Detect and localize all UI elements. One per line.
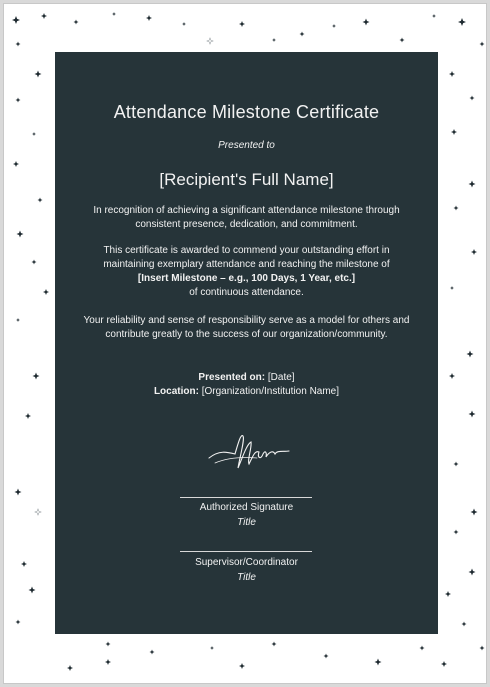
star-icon <box>445 591 451 597</box>
star-icon <box>16 42 21 47</box>
star-icon <box>272 642 277 647</box>
star-icon <box>432 14 436 18</box>
star-icon <box>449 373 455 379</box>
star-icon <box>375 659 382 666</box>
star-icon <box>182 22 186 26</box>
star-icon <box>441 661 447 667</box>
handwritten-signature <box>205 430 295 476</box>
location-value: [Organization/Institution Name] <box>198 386 340 397</box>
star-icon <box>112 12 116 16</box>
star-icon <box>17 231 24 238</box>
star-icon <box>43 289 49 295</box>
star-icon <box>480 646 485 651</box>
star-icon <box>470 96 475 101</box>
star-icon <box>106 642 111 647</box>
star-icon <box>12 16 20 24</box>
star-icon <box>35 509 41 515</box>
star-icon <box>239 21 245 27</box>
star-icon <box>471 509 478 516</box>
signature-role-1: Authorized Signature <box>199 502 294 513</box>
certificate-page <box>3 3 487 684</box>
star-icon <box>420 646 425 651</box>
star-icon <box>15 489 22 496</box>
star-icon <box>454 530 459 535</box>
star-icon <box>35 71 42 78</box>
star-icon <box>146 15 152 21</box>
award-paragraph-tail: of continuous attendance. <box>189 287 304 298</box>
star-icon <box>450 286 454 290</box>
certificate-title: Attendance Milestone Certificate <box>113 102 380 122</box>
signature-title-1: Title <box>237 517 256 528</box>
star-icon <box>21 561 27 567</box>
star-icon <box>32 260 37 265</box>
star-icon <box>38 198 43 203</box>
presented-to-label: Presented to <box>218 140 275 151</box>
star-icon <box>469 411 476 418</box>
star-icon <box>67 665 73 671</box>
star-icon <box>150 650 155 655</box>
signature-line-2 <box>180 551 312 552</box>
star-icon <box>363 19 370 26</box>
star-icon <box>16 98 21 103</box>
star-icon <box>469 569 476 576</box>
star-icon <box>467 351 474 358</box>
signature-title-2: Title <box>237 572 256 583</box>
star-icon <box>239 663 245 669</box>
star-icon <box>105 659 111 665</box>
recipient-name: [Recipient's Full Name] <box>159 170 334 189</box>
star-icon <box>272 38 276 42</box>
star-icon <box>13 161 19 167</box>
location-label: Location: <box>153 386 199 397</box>
star-icon <box>332 24 336 28</box>
star-icon <box>400 38 405 43</box>
star-icon <box>29 587 36 594</box>
star-icon <box>210 646 214 650</box>
signature-line-1 <box>180 497 312 498</box>
star-icon <box>471 249 477 255</box>
star-icon <box>16 318 20 322</box>
recognition-paragraph: In recognition of achieving a significant attendance milestone through consistent presence, dedication, and commitment. <box>93 205 400 230</box>
reliability-paragraph: Your reliability and sense of responsibility serve as a model for others and contribute greatly to the success of our organization/community. <box>83 315 410 340</box>
star-icon <box>462 622 467 627</box>
presented-on-value: [Date] <box>265 372 295 383</box>
star-icon <box>324 654 329 659</box>
star-icon <box>454 462 459 467</box>
star-icon <box>458 18 466 26</box>
star-icon <box>74 20 79 25</box>
star-icon <box>41 13 47 19</box>
star-icon <box>25 413 31 419</box>
star-icon <box>480 42 485 47</box>
star-icon <box>300 32 305 37</box>
star-icon <box>16 620 21 625</box>
star-icon <box>32 132 36 136</box>
location-line <box>55 385 438 399</box>
signature-role-2: Supervisor/Coordinator <box>195 557 298 568</box>
star-icon <box>451 129 457 135</box>
star-icon <box>449 71 455 77</box>
presented-on-label: Presented on: <box>198 372 266 383</box>
presented-on-line <box>55 371 438 385</box>
award-paragraph <box>77 244 416 300</box>
star-icon <box>33 373 40 380</box>
award-paragraph-lead: This certificate is awarded to commend your outstanding effort in maintaining exemplary attendance and reaching the milestone of <box>103 245 390 270</box>
milestone-placeholder: [Insert Milestone – e.g., 100 Days, 1 Year, etc.] <box>137 273 356 284</box>
star-icon <box>469 181 476 188</box>
star-icon <box>207 38 213 44</box>
star-icon <box>454 206 459 211</box>
certificate-panel <box>55 52 438 634</box>
